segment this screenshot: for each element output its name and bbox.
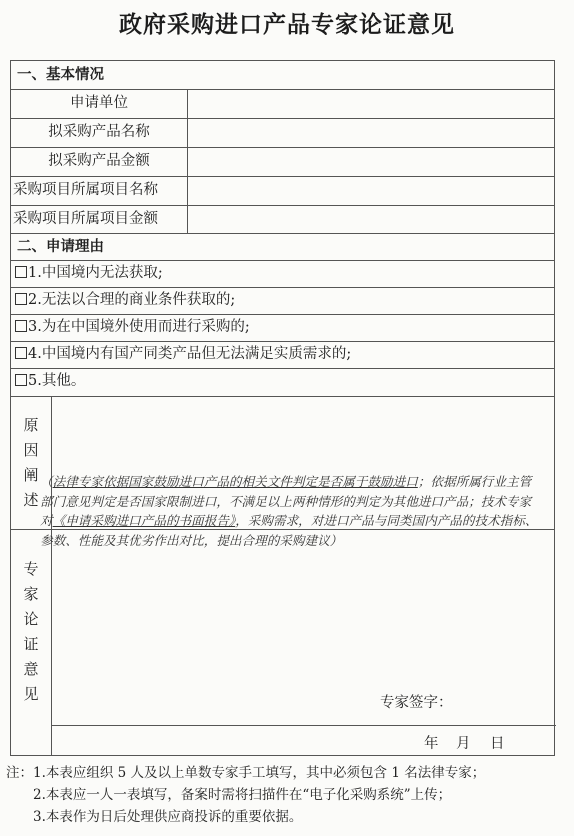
row-label-product-amount: 拟采购产品金额 [48,153,150,169]
option-overseas-use[interactable]: 3.为在中国境外使用而进行采购的; [15,317,250,337]
column-divider [51,396,52,756]
form-title: 政府采购进口产品专家论证意见 [119,11,455,38]
expert-instructions: （法律专家依据国家鼓励进口产品的相关文件判定是否属于鼓励进口；依据所属行业主管部门意见判定是否国家限制进口，不满足以上两种情形的判定为其他进口产品；技术专家对《申请采购进口产品的书面报告》，采购需求，对进口产品与同类国内产品的技术指标、参数、性能及其优劣作出对比，提出合理的采购建议） [40,474,538,548]
report-title: 《申请采购进口产品的书面报告》 [52,513,236,528]
section-reason-heading: 二、申请理由 [17,238,104,255]
reason-label: 原因阐述 [23,416,39,509]
option-unreasonable-terms[interactable]: 2.无法以合理的商业条件获取的; [15,290,235,310]
date-year-label: 年 [424,736,439,752]
divider [11,368,554,369]
option-unavailable[interactable]: 1.中国境内无法获取; [15,263,163,283]
option-domestic-insufficient[interactable]: 4.中国境内有国产同类产品但无法满足实质需求的; [15,344,351,364]
notes-prefix: 注： [6,765,33,781]
section-basic-info-heading: 一、基本情况 [17,66,104,83]
divider [11,396,554,397]
checkbox[interactable] [15,293,27,305]
divider [11,233,554,234]
notes [6,762,572,828]
option-other[interactable]: 5.其他。 [15,371,85,391]
divider [11,118,554,119]
note-line: 3.本表作为日后处理供应商投诉的重要依据。 [33,809,303,825]
divider [11,287,554,288]
divider [11,176,554,177]
checkbox[interactable] [15,320,27,332]
row-label-project-name: 采购项目所属项目名称 [13,182,158,198]
row-label-product-name: 拟采购产品名称 [48,124,150,140]
divider [11,89,554,90]
divider [11,341,554,342]
note-line: 注：1.本表应组织 5 人及以上单数专家手工填写，其中必须包含 1 名法律专家； [6,765,486,781]
date-month-label: 月 [456,736,471,752]
divider [11,260,554,261]
checkbox[interactable] [15,266,27,278]
divider [11,205,554,206]
signature-field[interactable] [462,691,542,709]
expert-opinion-form [10,60,555,756]
date-day-label: 日 [490,736,505,752]
checkbox[interactable] [15,347,27,359]
divider [11,314,554,315]
signature-label: 专家签字： [380,695,453,711]
legal-expert-instruction: 法律专家依据国家鼓励进口产品的相关文件判定是否属于鼓励进口 [52,474,418,489]
row-label-applicant: 申请单位 [70,95,128,111]
divider [11,147,554,148]
note-line: 2.本表应一人一表填写，备案时需将扫描件在“电子化采购系统”上传； [33,787,452,803]
row-label-project-amount: 采购项目所属项目金额 [13,211,158,227]
expert-opinion-label: 专家论证意见 [23,560,39,703]
checkbox[interactable] [15,374,27,386]
divider [51,725,556,726]
column-divider [187,89,188,233]
